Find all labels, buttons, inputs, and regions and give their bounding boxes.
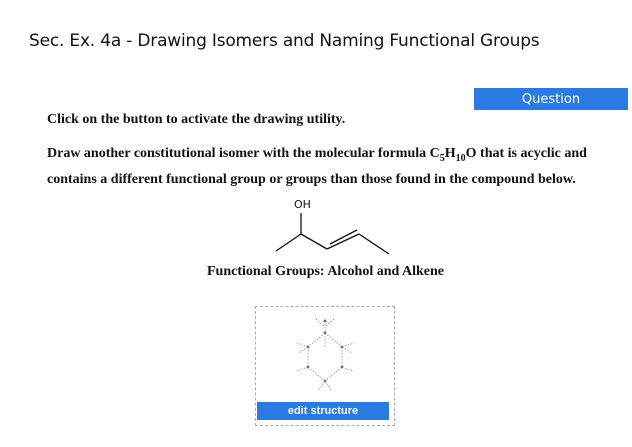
edit-structure-button[interactable]: edit structure bbox=[257, 402, 389, 420]
question-button[interactable]: Question bbox=[474, 88, 628, 110]
molecule-bonds bbox=[276, 213, 389, 254]
functional-groups-label: Functional Groups: Alcohol and Alkene bbox=[207, 264, 445, 279]
activate-instruction: Click on the button to activate the drawing utility. bbox=[47, 112, 346, 127]
molecule-structure bbox=[260, 193, 400, 261]
task-instruction-line1: Draw another constitutional isomer with the molecular formula $C_5H_{10}O$ that is acyclic and bbox=[47, 146, 587, 164]
structure-preview-icon bbox=[256, 307, 394, 403]
task-instruction-line2: contains a different functional group or groups than those found in the compound below. bbox=[47, 172, 576, 187]
oh-label: OH bbox=[294, 198, 311, 211]
page-title: Sec. Ex. 4a - Drawing Isomers and Naming Functional Groups bbox=[29, 31, 540, 51]
